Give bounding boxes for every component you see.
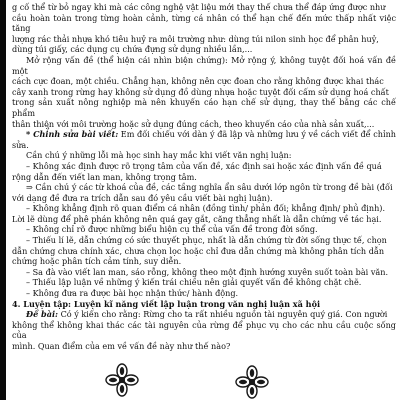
error-item: – Sa đà vào viết lan man, sáo rỗng, không theo một định hướng xuyên suốt toàn bài văn. bbox=[26, 266, 389, 277]
text-line: cầu hoàn toàn trong từng hoàn cảnh, từng cá nhân có thể hạn chế đến mức thấp nhất việc tăng bbox=[12, 12, 396, 34]
text-line: thân thiện với môi trường hoặc sử dụng đúng cách, theo khuyến cáo của nhà sản xuất,... bbox=[12, 118, 375, 129]
section-heading: 4. Luyện tập: Luyện kĩ năng viết lập luận trong văn nghị luận xã hội bbox=[12, 298, 321, 309]
error-item: – Thiếu lập luận về những ý kiến trái chiều nên giải quyết vấn đề không chặt chẽ. bbox=[26, 277, 362, 288]
text-line: cây xanh trong rừng hay không sử dụng đồ dùng nhựa hoặc tuyệt đối cấm sử dụng hoá chất bbox=[12, 86, 389, 97]
error-item-cont: chứng hoặc phân tích cảm tính, suy diễn. bbox=[12, 256, 182, 267]
text-line: lượng rác thải nhựa khó tiêu huỷ ra môi trường như: dùng túi nilon sinh học để phân huỷ, bbox=[12, 33, 379, 44]
error-item-cont: với dạng đề đưa ra trích dẫn sau đó yêu cầu viết bài nghị luận). bbox=[12, 192, 273, 203]
error-item-cont: Lời lẽ dùng để phê phán không nên quá gay gắt, căng thẳng nhất là dẫn chứng về tác hại. bbox=[12, 213, 382, 224]
error-item: – Thiếu lí lẽ, dẫn chứng có sức thuyết phục, nhất là dẫn chứng từ đời sống thực tế, chọn bbox=[26, 235, 387, 246]
error-item: – Không đưa ra được bài học nhận thức/ hành động. bbox=[26, 288, 239, 299]
prompt-text-cont: mình. Quan điểm của em về vấn đề này như thế nào? bbox=[12, 341, 231, 351]
page-body bbox=[12, 2, 396, 362]
caution-line: Cần chú ý những lỗi mà học sinh hay mắc khi viết văn nghị luận: bbox=[26, 150, 292, 161]
left-margin-bar bbox=[0, 0, 6, 400]
error-item-cont: rộng dẫn đến viết lan man, không trọng tâm. bbox=[12, 171, 197, 182]
text-line: g cố thể từ bỏ ngay khi mà các công nghệ vật liệu mới thay thế chưa thể đáp ứng được như bbox=[12, 2, 386, 12]
text-line: Mở rộng vấn đề (thể hiện cái nhìn biện chứng): Mở rộng ý, không tuyệt đối hoá vấn đề một bbox=[12, 54, 396, 76]
prompt-text: Có ý kiến cho rằng: Rừng cho ta rất nhiều nguồn tài nguyên quý giá. Con người bbox=[58, 309, 388, 320]
error-item: – Không khẳng định rõ quan điểm cá nhân (đồng tình/ phản đối; khẳng định/ phủ định). bbox=[26, 203, 386, 214]
prompt-paragraph bbox=[12, 309, 396, 320]
prompt-text-cont: không thể không khai thác các tài nguyên của rừng để phục vụ cho các nhu cầu cuộc sống của bbox=[12, 319, 396, 341]
revise-label: * Chỉnh sửa bài viết: bbox=[26, 129, 119, 140]
text-line: trong sản xuất nông nghiệp mà nên khuyến cáo hạn chế sử dụng, thay thế bằng các chế phẩm bbox=[12, 97, 396, 118]
text-line: dùng túi giấy, các dụng cụ chứa đựng sử dụng nhiều lần,... bbox=[12, 44, 253, 55]
error-item: ⇒ Cần chú ý các từ khoá của đề, các tầng nghĩa ẩn sâu dưới lớp ngôn từ trong đề bài (đối bbox=[26, 182, 393, 193]
text-line: cách cực đoan, một chiều. Chẳng hạn, không nên cực đoan cho rằng không được khai thác bbox=[12, 76, 384, 87]
flower-ornament-icon bbox=[234, 364, 270, 400]
revise-text: Em đối chiếu với dàn ý đã lập và những lưu ý về cách viết để chỉnh sửa. bbox=[12, 129, 396, 150]
error-item: – Không chỉ rõ được những biểu hiện cụ thể của vấn đề trong đời sống. bbox=[26, 224, 318, 235]
flower-ornaments bbox=[0, 362, 400, 400]
revise-paragraph bbox=[12, 129, 396, 150]
prompt-label: Đề bài: bbox=[26, 309, 59, 320]
error-item-cont: dẫn chứng chưa chính xác, chưa chọn lọc hoặc chỉ đưa dẫn chứng mà không phân tích dẫn bbox=[12, 245, 385, 256]
error-item: – Không xác định được rõ trọng tâm của vấn đề, xác định sai hoặc xác định vấn đề quá bbox=[26, 160, 382, 171]
flower-ornament-icon bbox=[104, 362, 140, 398]
